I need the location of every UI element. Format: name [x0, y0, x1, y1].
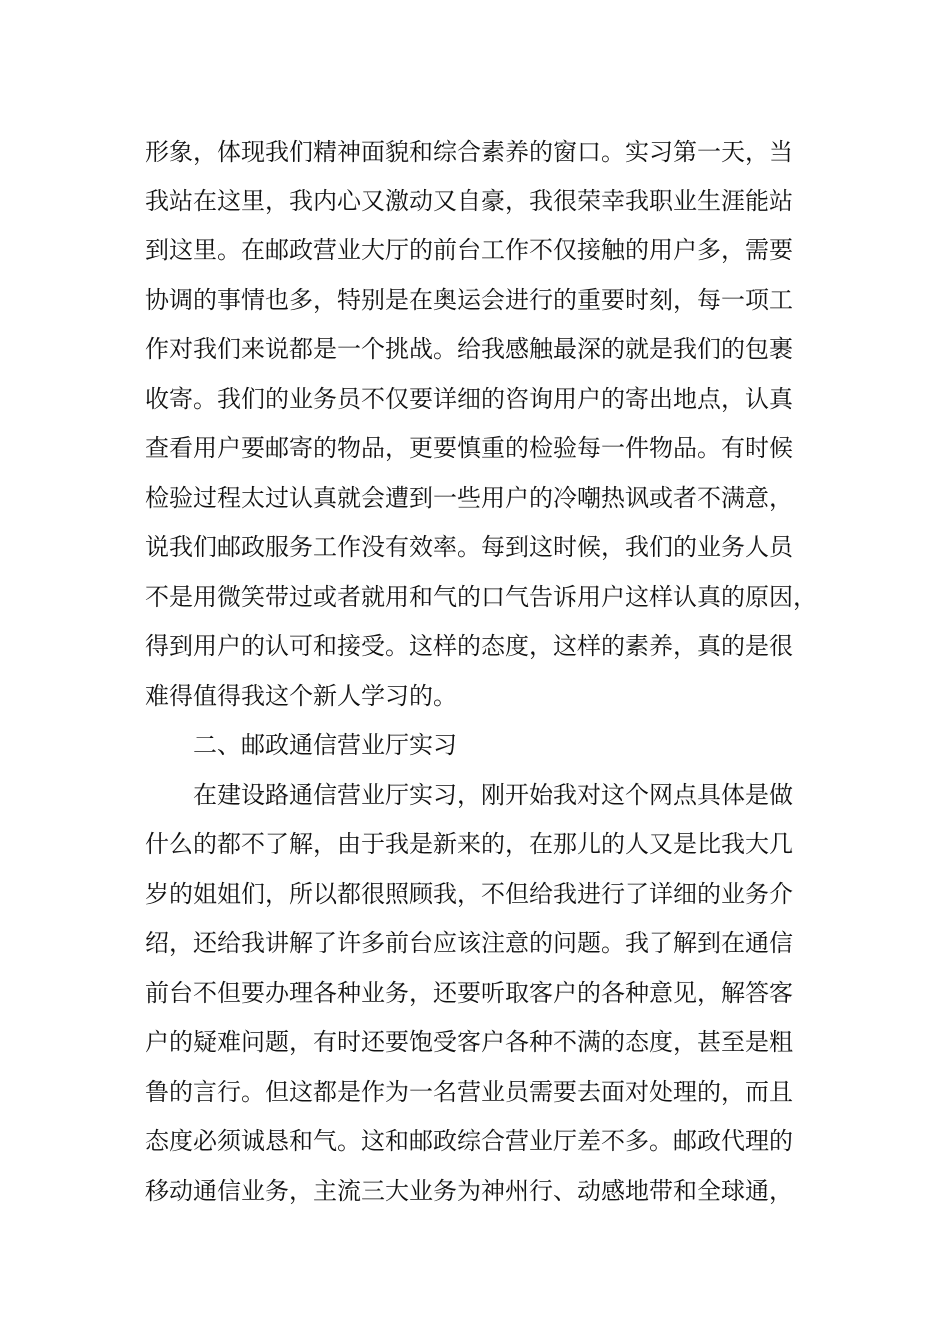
text-line: 绍，还给我讲解了许多前台应该注意的问题。我了解到在通信	[145, 929, 793, 957]
text-line: 在建设路通信营业厅实习，刚开始我对这个网点具体是做	[193, 781, 793, 809]
text-line: 收寄。我们的业务员不仅要详细的咨询用户的寄出地点，认真	[145, 385, 793, 413]
text-line: 难得值得我这个新人学习的。	[145, 682, 457, 710]
text-line: 检验过程太过认真就会遭到一些用户的冷嘲热讽或者不满意，	[145, 484, 793, 512]
text-line: 移动通信业务，主流三大业务为神州行、动感地带和全球通，	[145, 1177, 793, 1205]
text-line: 得到用户的认可和接受。这样的态度，这样的素养，真的是很	[145, 632, 793, 660]
text-line: 协调的事情也多，特别是在奥运会进行的重要时刻，每一项工	[145, 286, 793, 314]
text-line: 查看用户要邮寄的物品，更要慎重的检验每一件物品。有时候	[145, 434, 793, 462]
text-line: 作对我们来说都是一个挑战。给我感触最深的就是我们的包裹	[145, 335, 793, 363]
text-line: 岁的姐姐们，所以都很照顾我，不但给我进行了详细的业务介	[145, 880, 793, 908]
text-line: 态度必须诚恳和气。这和邮政综合营业厅差不多。邮政代理的	[145, 1127, 793, 1155]
text-line: 前台不但要办理各种业务，还要听取客户的各种意见，解答客	[145, 979, 793, 1007]
text-line: 说我们邮政服务工作没有效率。每到这时候，我们的业务人员	[145, 533, 793, 561]
text-line: 鲁的言行。但这都是作为一名营业员需要去面对处理的，而且	[145, 1078, 793, 1106]
text-line: 我站在这里，我内心又激动又自豪，我很荣幸我职业生涯能站	[145, 187, 793, 215]
text-line: 到这里。在邮政营业大厅的前台工作不仅接触的用户多，需要	[145, 236, 793, 264]
section-heading: 二、邮政通信营业厅实习	[193, 731, 457, 759]
text-line: 什么的都不了解，由于我是新来的，在那儿的人又是比我大几	[145, 830, 793, 858]
text-line: 不是用微笑带过或者就用和气的口气告诉用户这样认真的原因，	[145, 583, 817, 611]
text-line: 形象，体现我们精神面貌和综合素养的窗口。实习第一天，当	[145, 138, 793, 166]
text-line: 户的疑难问题，有时还要饱受客户各种不满的态度，甚至是粗	[145, 1028, 793, 1056]
